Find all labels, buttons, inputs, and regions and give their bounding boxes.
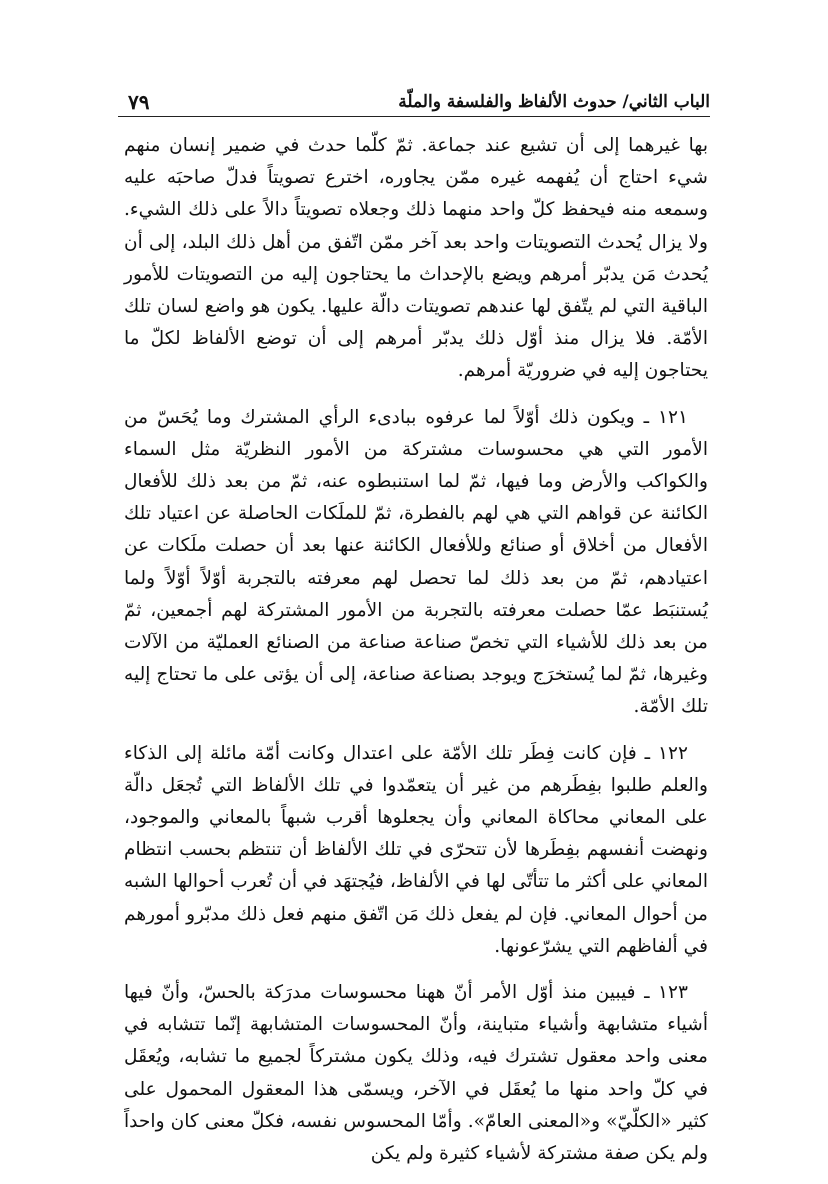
page-number: ٧٩ — [128, 90, 150, 114]
running-title: الباب الثاني/ حدوث الألفاظ والفلسفة والملّة — [398, 92, 710, 112]
header-rule — [118, 116, 710, 117]
running-header — [128, 84, 710, 114]
paragraph-122: ١٢٢ ـ فإن كانت فِطَر تلك الأمّة على اعتدال وكانت أمّة مائلة إلى الذكاء والعلم طلبوا بفِطَرهم من غير أن يتعمّدوا في تلك الألفاظ التي تُجعَل دالّة على المعاني محاكاة المعاني وأن يجعلوها أقرب شبهاً بالمعاني والموجود، ونهضت أنفسهم بفِطَرها لأن تتحرّى في تلك الألفاظ أن تنتظم بحسب انتظام المعاني على أكثر ما تتأتّى لها في الألفاظ، فيُجتهَد في أن تُعرب أحوالها الشبه من أحوال المعاني. فإن لم يفعل ذلك مَن اتّفق منهم فعل ذلك مدبّرو أمورهم في ألفاظهم التي يشرّعونها. — [124, 742, 708, 957]
paragraph-continuation: بها غيرهما إلى أن تشيع عند جماعة. ثمّ كلّما حدث في ضمير إنسان منهم شيء احتاج أن يُفهمه غيره ممّن يجاوره، اخترع تصويتاً فدلّ صاحبَه عليه وسمعه منه فيحفظ كلّ واحد منهما ذلك وجعلاه تصويتاً دالاً على ذلك الشيء. ولا يزال يُحدث التصويتات واحد بعد آخر ممّن اتّفق من أهل ذلك البلد، إلى أن يُحدث مَن يدبّر أمرهم ويضع بالإحداث ما يحتاجون إليه من التصويتات للأمور الباقية التي لم يتّفق لها عندهم تصويتات دالّة عليها. يكون هو واضع لسان تلك الأمّة. فلا يزال منذ أوّل ذلك يدبّر أمرهم إلى أن توضع الألفاظ لكلّ ما يحتاجون إليه في ضروريّة أمرهم. — [124, 135, 708, 382]
paragraph-123: ١٢٣ ـ فيبين منذ أوّل الأمر أنّ ههنا محسوسات مدرَكة بالحسّ، وأنّ فيها أشياء متشابهة وأشياء متباينة، وأنّ المحسوسات المتشابهة إنّما تتشابه في معنى واحد معقول تشترك فيه، وذلك يكون مشتركاً لجميع ما تشابه، ويُعقَل في كلّ واحد منها ما يُعقَل في الآخر، ويسمّى هذا المعقول المحمول على كثير «الكلّيّ» و«المعنى العامّ». وأمّا المحسوس نفسه، فكلّ معنى كان واحداً ولم يكن صفة مشتركة لأشياء كثيرة ولم يكن — [124, 982, 708, 1165]
paragraph-121: ١٢١ ـ ويكون ذلك أوّلاً لما عرفوه ببادىء الرأي المشترك وما يُحَسّ من الأمور التي هي محسوسات مشتركة من الأمور النظريّة مثل السماء والكواكب والأرض وما فيها، ثمّ لما استنبطوه عنه، ثمّ من بعد ذلك للأفعال الكائنة عن قواهم التي هي لهم بالفطرة، ثمّ للملَكات الحاصلة عن اعتياد تلك الأفعال من أخلاق أو صنائع وللأفعال الكائنة عنها بعد أن حصلت ملَكات عن اعتيادهم، ثمّ من بعد ذلك لما تحصل لهم معرفته بالتجربة أوّلاً أوّلاً ولما يُستنبَط عمّا حصلت معرفته بالتجربة من الأمور المشتركة لهم أجمعين، ثمّ من بعد ذلك للأشياء التي تخصّ صناعة صناعة من الصنائع العمليّة من الآلات وغيرها، ثمّ لما يُستخرَج ويوجد بصناعة صناعة، إلى أن يؤتى على ما تحتاج إليه تلك الأمّة. — [124, 406, 708, 718]
body-text — [124, 130, 708, 1184]
